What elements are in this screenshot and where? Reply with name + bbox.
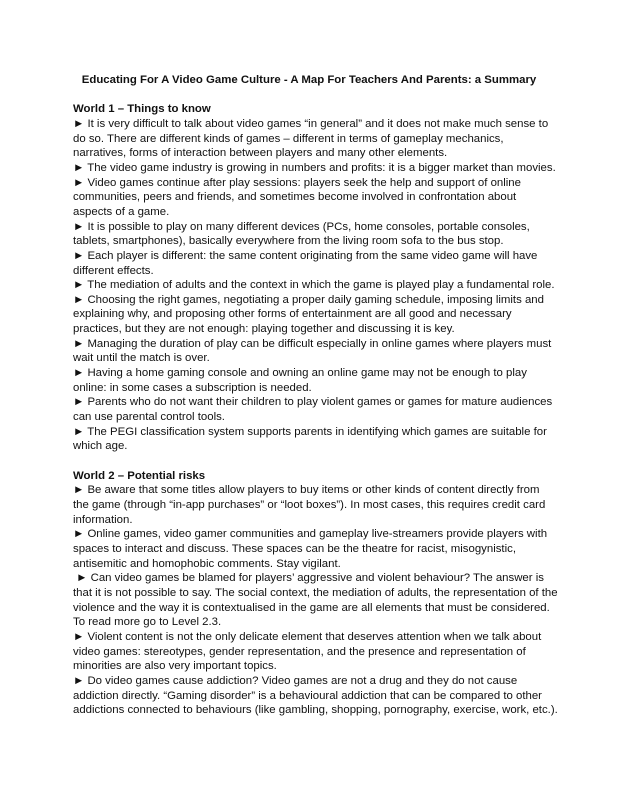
text-line: wait until the match is over. [73,352,210,365]
text-line: video games: stereotypes, gender representation, and the presence and representation of [73,645,526,658]
bullet-paragraph [73,161,573,176]
document-page [73,73,573,718]
bullet-paragraph [73,278,573,293]
text-line: the game (through “in-app purchases” or “loot boxes”). In most cases, this requires credit card [73,499,546,511]
text-line: that it is not possible to say. The social context, the mediation of adults, the representation of the [73,586,558,599]
text-line: tablets, smartphones), basically everywhere from the living room sofa to the bus stop. [73,235,504,248]
spacer [73,88,573,103]
text-line: narratives, forms of interaction between players and many other elements. [73,147,448,160]
text-line: ► Do video games cause addiction? Video games are not a drug and they do not cause [73,674,518,687]
spacer [73,454,573,469]
section-heading: World 1 – Things to know [73,103,211,116]
text-line: ► Online games, video gamer communities and gameplay live-streamers provide players with [73,528,548,541]
text-line: ► Violent content is not the only delicate element that deserves attention when we talk about [73,630,542,643]
text-line: ► The mediation of adults and the context in which the game is played play a fundamental role. [73,279,555,292]
text-line: can use parental control tools. [73,411,225,424]
text-line: ► Video games continue after play sessions: players seek the help and support of online [73,176,521,189]
bullet-paragraph [73,220,573,249]
text-line: ► Each player is different: the same content originating from the same video game will have [73,249,538,262]
text-line: ► Managing the duration of play can be difficult especially in online games where players must [73,337,552,350]
text-line: addiction directly. “Gaming disorder” is a behavioural addiction that can be compared to other [73,689,542,702]
text-line: ► It is possible to play on many different devices (PCs, home consoles, portable consoles, [73,220,530,233]
text-line: practices, but they are not enough: playing together and discussing it is key. [73,323,455,336]
bullet-paragraph [73,527,573,571]
text-line: different effects. [73,264,154,277]
section-heading: World 2 – Potential risks [73,469,206,482]
bullet-paragraph [73,176,573,220]
text-line: information. [73,513,133,526]
document-title: Educating For A Video Game Culture - A Map For Teachers And Parents: a Summary [81,74,537,86]
bullet-paragraph [73,337,573,366]
text-line: antisemitic and homophobic comments. Stay vigilant. [73,557,341,570]
bullet-paragraph [73,483,573,527]
text-line: ► The PEGI classification system supports parents in identifying which games are suitable for [73,425,547,438]
bullet-paragraph [73,571,573,630]
text-line: ► Choosing the right games, negotiating a proper daily gaming schedule, imposing limits and [73,293,544,306]
text-line: violence and the way it is contextualised in the game are all elements that must be considered. [73,601,550,614]
text-line: addictions connected to behaviours (like gambling, shopping, pornography, exercise, work, etc.). [73,704,558,717]
text-line: ► Can video games be blamed for players’ aggressive and violent behaviour? The answer is [73,572,544,585]
sections [73,102,573,718]
bullet-paragraph [73,630,573,674]
bullet-paragraph [73,395,573,424]
section-world-1 [73,102,573,454]
text-line: communities, peers and friends, and sometimes become involved in confrontation about [73,191,517,204]
text-line: ► The video game industry is growing in numbers and profits: it is a bigger market than movies. [73,161,556,174]
text-line: ► Parents who do not want their children to play violent games or games for mature audiences [73,396,553,409]
bullet-paragraph [73,674,573,718]
text-line: aspects of a game. [73,205,170,218]
bullet-paragraph [73,117,573,161]
bullet-paragraph [73,249,573,278]
text-line: spaces to interact and discuss. These spaces can be the theatre for racist, misogynistic, [73,542,516,555]
text-line: minorities are also very important topics. [73,660,277,673]
text-line: ► Be aware that some titles allow players to buy items or other kinds of content directly from [73,484,540,497]
text-line: ► Having a home gaming console and owning an online game may not be enough to play [73,367,527,380]
text-line: online: in some cases a subscription is needed. [73,381,312,394]
section-world-2 [73,454,573,718]
text-line: do so. There are different kinds of games – different in terms of gameplay mechanics, [73,132,504,145]
text-line: explaining why, and proposing other forms of entertainment are all good and necessary [73,308,512,321]
text-line: ► It is very difficult to talk about video games “in general” and it does not make much sense to [73,117,549,130]
text-line: To read more go to Level 2.3. [73,616,222,629]
bullet-paragraph [73,425,573,454]
bullet-paragraph [73,366,573,395]
text-line: which age. [73,440,128,453]
bullet-paragraph [73,293,573,337]
